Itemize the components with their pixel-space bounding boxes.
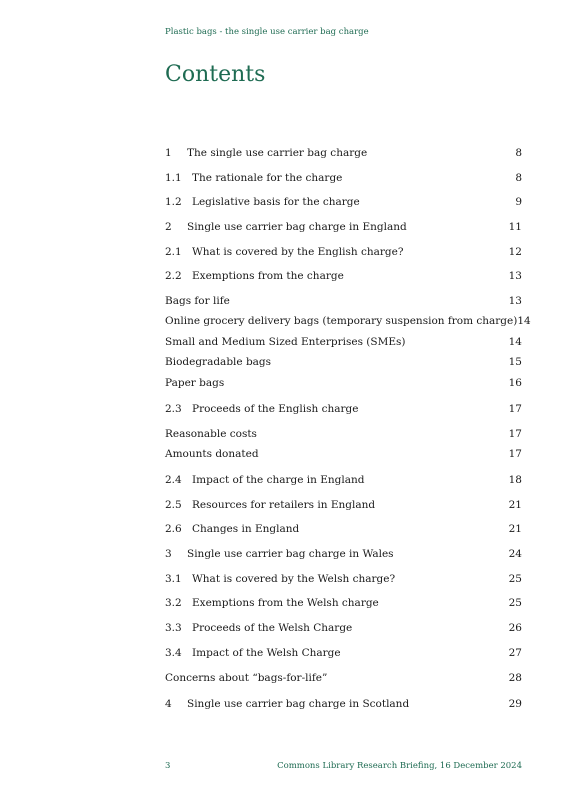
running-header: Plastic bags - the single use carrier bag charge [165,27,369,37]
toc-entry-number: 3.2 [165,597,182,609]
toc-entry[interactable] [165,696,522,712]
toc-entry[interactable] [165,645,522,661]
toc-entry-page: 21 [508,499,522,511]
toc-entry-page: 17 [508,428,522,440]
toc-entry-title: Legislative basis for the charge [192,196,360,208]
toc-entry[interactable] [165,145,522,161]
toc-entry[interactable] [165,620,522,636]
toc-entry[interactable] [165,571,522,587]
toc-entry[interactable] [165,268,522,284]
toc-subentry[interactable] [165,334,522,350]
toc-entry-page: 25 [508,597,522,609]
toc-entry-title: Proceeds of the Welsh Charge [192,622,353,634]
toc-entry-number: 2.5 [165,499,182,511]
toc-entry-title: Paper bags [165,377,225,389]
toc-entry-page: 17 [508,403,522,415]
toc-subentry[interactable] [165,375,522,391]
toc-entry-title: Proceeds of the English charge [192,403,359,415]
toc-entry-number: 2.1 [165,246,182,258]
toc-entry[interactable] [165,472,522,488]
footer-publication: Commons Library Research Briefing, 16 December 2024 [277,761,522,771]
toc-subentry[interactable] [165,354,522,370]
toc-entry[interactable] [165,497,522,513]
toc-entry[interactable] [165,244,522,260]
toc-entry-number: 3.3 [165,622,182,634]
toc-entry[interactable] [165,521,522,537]
toc-entry-title: Impact of the charge in England [192,474,365,486]
toc-entry-title: Biodegradable bags [165,356,272,368]
toc-entry-page: 13 [508,270,522,282]
toc-subentry[interactable] [165,293,522,309]
toc-entry-page: 27 [508,647,522,659]
toc-entry-page: 11 [508,221,522,233]
toc-entry-number: 3 [165,548,172,560]
toc-entry-number: 4 [165,698,172,710]
toc-entry-page: 15 [508,356,522,368]
toc-entry-title: The rationale for the charge [192,172,343,184]
page-number: 3 [165,761,171,771]
toc-entry-number: 2.2 [165,270,182,282]
toc-entry-page: 17 [508,448,522,460]
toc-entry[interactable] [165,219,522,235]
toc-entry-title: Single use carrier bag charge in Scotland [187,698,410,710]
toc-entry-title: Bags for life [165,295,230,307]
toc-entry-title: Online grocery delivery bags (temporary suspension from charge) [165,315,518,327]
toc-entry-number: 3.4 [165,647,182,659]
toc-entry-number: 2.6 [165,523,182,535]
toc-entry-page: 8 [515,147,522,159]
toc-entry-title: Concerns about “bags-for-life” [165,672,328,684]
toc-entry[interactable] [165,595,522,611]
toc-subentry[interactable] [165,426,522,442]
toc-entry-number: 2 [165,221,172,233]
toc-entry-title: Changes in England [192,523,300,535]
toc-entry[interactable] [165,401,522,417]
toc-entry-page: 28 [508,672,522,684]
toc-entry-title: Reasonable costs [165,428,257,440]
toc-entry-page: 25 [508,573,522,585]
toc-entry-title: Single use carrier bag charge in England [187,221,407,233]
toc-entry-title: Small and Medium Sized Enterprises (SMEs) [165,336,406,348]
toc-entry-page: 14 [508,336,522,348]
toc-entry-number: 1.2 [165,196,182,208]
toc-entry[interactable] [165,546,522,562]
toc-entry-title: Amounts donated [165,448,259,460]
toc-entry-title: The single use carrier bag charge [187,147,368,159]
toc-entry-page: 21 [508,523,522,535]
toc-entry-number: 2.3 [165,403,182,415]
toc-subentry[interactable] [165,670,522,686]
toc-entry-number: 1 [165,147,172,159]
toc-entry[interactable] [165,194,522,210]
toc-entry-title: Impact of the Welsh Charge [192,647,341,659]
toc-entry-title: Exemptions from the charge [192,270,344,282]
toc-entry-number: 2.4 [165,474,182,486]
toc-entry-page: 24 [508,548,522,560]
toc-entry-title: What is covered by the Welsh charge? [192,573,396,585]
toc-entry-number: 1.1 [165,172,182,184]
toc-subentry[interactable] [165,313,531,329]
page-title: Contents [165,62,266,87]
toc-entry-title: Resources for retailers in England [192,499,376,511]
toc-entry-title: What is covered by the English charge? [192,246,404,258]
toc-entry-page: 26 [508,622,522,634]
toc-entry-page: 9 [515,196,522,208]
toc-entry-page: 8 [515,172,522,184]
toc-entry-page: 14 [517,315,531,327]
toc-entry-page: 12 [508,246,522,258]
toc-entry-title: Single use carrier bag charge in Wales [187,548,394,560]
toc-entry-page: 16 [508,377,522,389]
toc-entry-page: 18 [508,474,522,486]
toc-subentry[interactable] [165,446,522,462]
toc-entry-page: 13 [508,295,522,307]
toc-entry[interactable] [165,170,522,186]
toc-entry-title: Exemptions from the Welsh charge [192,597,379,609]
toc-entry-number: 3.1 [165,573,182,585]
toc-entry-page: 29 [508,698,522,710]
